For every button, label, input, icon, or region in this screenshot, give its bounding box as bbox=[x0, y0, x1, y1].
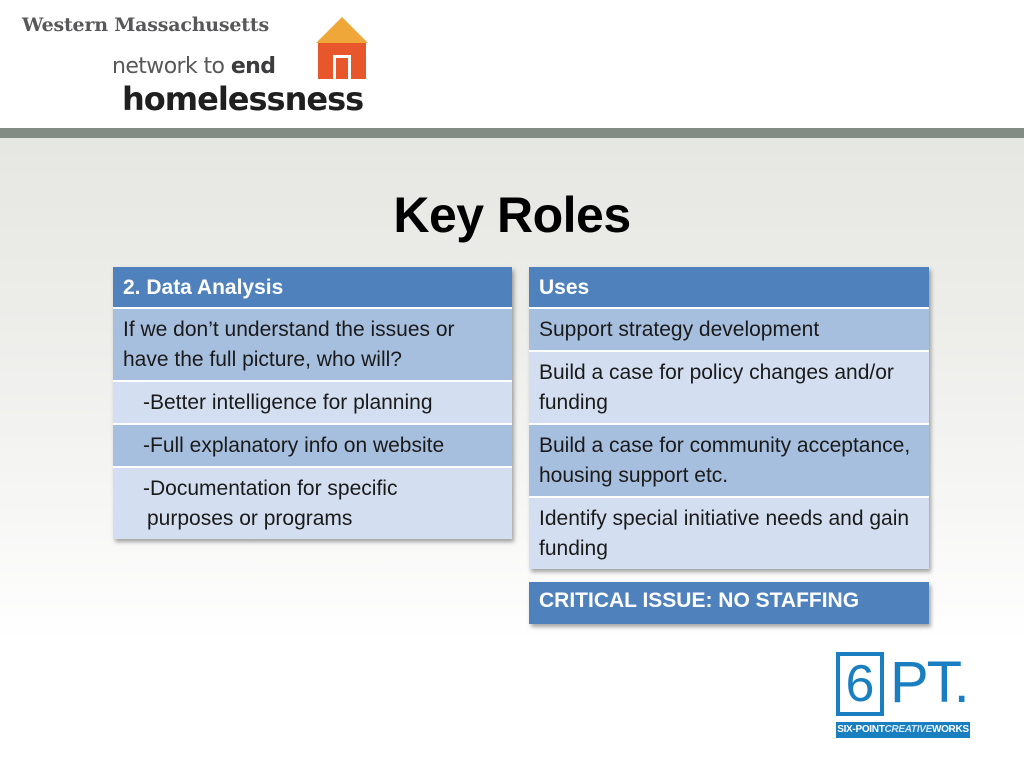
house-roof-icon bbox=[316, 17, 368, 43]
uses-table bbox=[529, 267, 929, 569]
sixpoint-digit: 6 bbox=[836, 652, 884, 716]
page-title: Key Roles bbox=[393, 187, 631, 243]
logo-org-region: Western Massachusetts bbox=[22, 14, 269, 36]
table-row-line: -Documentation for specific bbox=[143, 477, 398, 500]
data-analysis-header: 2. Data Analysis bbox=[113, 267, 512, 309]
data-analysis-table bbox=[113, 267, 512, 539]
table-row-line: purposes or programs bbox=[147, 507, 353, 530]
sixpoint-tag-works: WORKS bbox=[931, 724, 969, 735]
table-row: Build a case for policy changes and/or funding bbox=[529, 352, 929, 425]
table-row: Support strategy development bbox=[529, 309, 929, 352]
sixpoint-tag-prefix: SIX-POINT bbox=[837, 724, 885, 735]
house-icon bbox=[316, 17, 368, 79]
uses-header: Uses bbox=[529, 267, 929, 309]
sixpoint-tag-creative: CREATIVE bbox=[884, 724, 932, 735]
sixpoint-letters: PT. bbox=[890, 650, 968, 715]
table-row bbox=[113, 468, 512, 539]
sixpoint-logo bbox=[836, 652, 970, 738]
logo-network-to: network to bbox=[112, 54, 231, 79]
sixpoint-tagline bbox=[836, 722, 970, 738]
table-row: If we don’t understand the issues or have the full picture, who will? bbox=[113, 309, 512, 382]
header bbox=[0, 0, 1024, 128]
logo-org-line2 bbox=[112, 54, 275, 79]
table-row: -Full explanatory info on website bbox=[113, 425, 512, 468]
critical-issue-banner: CRITICAL ISSUE: NO STAFFING bbox=[529, 582, 929, 624]
table-row: Identify special initiative needs and gain funding bbox=[529, 498, 929, 569]
header-divider bbox=[0, 128, 1024, 138]
logo-homelessness: homelessness bbox=[122, 80, 364, 118]
table-row: Build a case for community acceptance, housing support etc. bbox=[529, 425, 929, 498]
logo-end: end bbox=[230, 54, 276, 79]
table-row: -Better intelligence for planning bbox=[113, 382, 512, 425]
